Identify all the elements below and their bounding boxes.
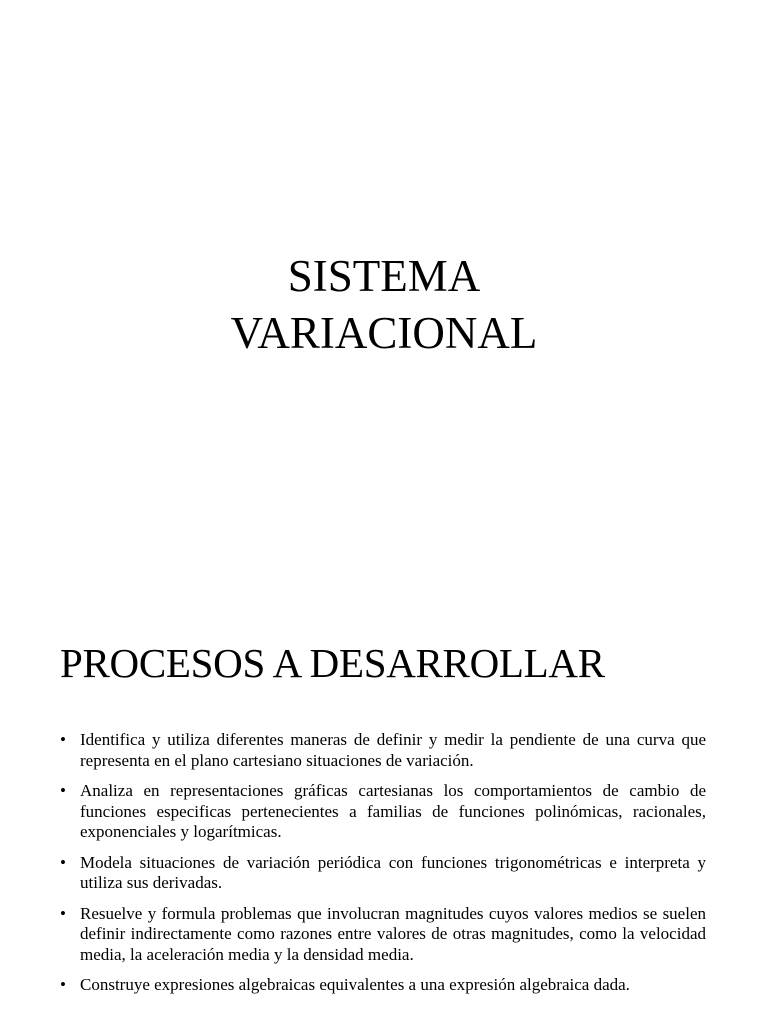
bullet-text: Construye expresiones algebraicas equivalentes a una expresión algebraica dada. — [80, 975, 630, 994]
content-slide — [0, 512, 768, 1024]
bullet-text: Modela situaciones de variación periódica con funciones trigonométricas e interpreta y utiliza sus derivadas. — [80, 852, 706, 892]
bullet-item — [60, 975, 706, 996]
bullet-icon: • — [60, 781, 66, 800]
bullet-item — [60, 730, 706, 771]
bullet-icon: • — [60, 975, 66, 994]
bullet-item — [60, 904, 706, 966]
title-line-1: SISTEMA — [287, 251, 481, 301]
process-bullet-list — [60, 730, 706, 1006]
bullet-text: Identifica y utiliza diferentes maneras de definir y medir la pendiente de una curva que representa en el plano cartesiano situaciones de variación. — [80, 730, 706, 770]
bullet-icon: • — [60, 852, 66, 872]
slide-title — [0, 248, 768, 362]
bullet-icon: • — [60, 903, 66, 923]
section-heading: PROCESOS A DESARROLLAR — [60, 640, 605, 686]
bullet-icon: • — [60, 730, 66, 749]
bullet-text: Resuelve y formula problemas que involucran magnitudes cuyos valores medios se suelen definir indirectamente como razones entre valores de otras magnitudes, como la velocidad media, la aceleración media y la densidad media. — [80, 903, 706, 964]
title-line-2: VARIACIONAL — [230, 308, 538, 358]
bullet-text: Analiza en representaciones gráficas cartesianas los comportamientos de cambio de funciones especificas pertenecientes a familias de funciones polinómicas, racionales, exponenciales y logarítmicas. — [80, 781, 706, 841]
bullet-item — [60, 781, 706, 843]
bullet-item — [60, 853, 706, 894]
